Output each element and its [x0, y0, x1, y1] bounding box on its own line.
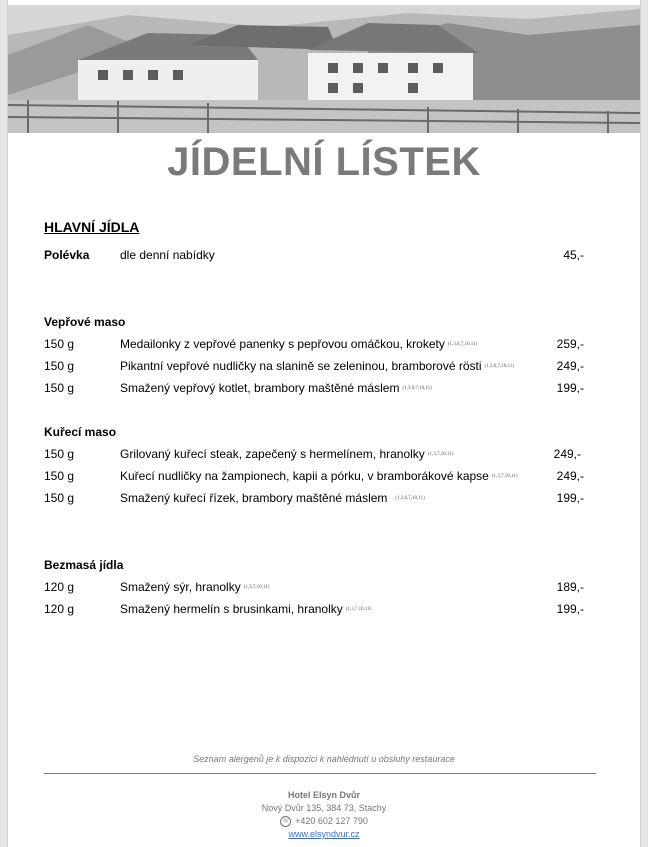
hotel-name: Hotel Elsyn Dvůr — [287, 790, 361, 800]
allergen-codes: (1,3,7,10,11) — [491, 473, 518, 479]
menu-page — [7, 0, 641, 847]
item-price: 199,- — [556, 491, 584, 505]
item-description: Grilovaný kuřecí steak, zapečený s hermelínem, hranolky (1,3,7,10,11) — [120, 447, 454, 461]
item-description: Kuřecí nudličky na žampionech, kapii a pórku, v bramborákové kapse (1,3,7,10,11) — [120, 469, 518, 483]
item-quantity: 150 g — [44, 359, 75, 373]
allergen-codes: (1,3,6,7,10,11) — [395, 495, 425, 501]
website-link[interactable]: www.elsyndvur.cz — [288, 829, 360, 839]
menu-item-row — [44, 467, 584, 485]
item-description: Smažený vepřový kotlet, brambory maštěné máslem (1,3,6,7,10,11) — [120, 381, 432, 395]
item-quantity: 150 g — [44, 491, 75, 505]
menu-title: JÍDELNÍ LÍSTEK — [167, 140, 481, 184]
menu-item-row — [44, 379, 584, 397]
category-heading: Vepřové maso — [44, 315, 126, 329]
item-price: 249,- — [556, 469, 584, 483]
soup-desc: dle denní nabídky — [120, 248, 215, 262]
menu-item-row — [44, 335, 584, 353]
item-quantity: 150 g — [44, 469, 75, 483]
item-price: 189,- — [556, 580, 584, 594]
item-quantity: 150 g — [44, 447, 75, 461]
allergen-codes: (1,3,7,10,11) — [243, 584, 270, 590]
allergen-codes: (1,3,6,7,10,11) — [484, 363, 514, 369]
hotel-address: Nový Dvůr 135, 384 73, Stachy — [261, 803, 387, 813]
soup-name: Polévka — [44, 248, 90, 262]
phone-line — [8, 815, 640, 828]
section-heading: HLAVNÍ JÍDLA — [44, 219, 140, 235]
menu-item-row — [44, 357, 584, 375]
phone-icon: ☏ — [280, 816, 291, 827]
item-quantity: 150 g — [44, 381, 75, 395]
item-price: 259,- — [556, 337, 584, 351]
item-quantity: 150 g — [44, 337, 75, 351]
item-description: Pikantní vepřové nudličky na slanině se zeleninou, bramborové rösti (1,3,6,7,10,11) — [120, 359, 514, 373]
phone-number: +420 602 127 790 — [295, 816, 368, 826]
allergen-note: Seznam alergenů je k dispozici k nahlédnutí u obsluhy restaurace — [193, 754, 455, 764]
item-price: 199,- — [556, 602, 584, 616]
category-heading: Kuřecí maso — [44, 425, 117, 439]
allergen-codes: (1,3,6,7,10,11) — [402, 385, 432, 391]
item-price: 249,- — [553, 447, 581, 461]
item-description: Smažený hermelín s brusinkami, hranolky (1,3,7,10,11) — [120, 602, 372, 616]
soup-price: 45,- — [563, 248, 584, 262]
item-quantity: 120 g — [44, 580, 75, 594]
menu-item-row — [44, 489, 584, 507]
allergen-codes: (1,3,6,7,10,11) — [447, 341, 478, 347]
category-heading: Bezmasá jídla — [44, 558, 124, 572]
item-description: Smažený kuřecí řízek, brambory maštěné máslem (1,3,6,7,10,11) — [120, 491, 425, 505]
allergen-codes: (1,3,7,10,11) — [427, 451, 454, 457]
allergen-codes: (1,3,7,10,11) — [345, 606, 372, 612]
item-price: 199,- — [556, 381, 584, 395]
item-description: Medailonky z vepřové panenky s pepřovou omáčkou, krokety (1,3,6,7,10,11) — [120, 337, 478, 351]
item-description: Smažený sýr, hranolky (1,3,7,10,11) — [120, 580, 270, 594]
hotel-banner-image — [8, 5, 640, 133]
item-price: 249,- — [556, 359, 584, 373]
soup-row — [44, 246, 584, 264]
footer — [8, 789, 640, 841]
menu-item-row — [44, 445, 584, 463]
menu-item-row — [44, 578, 584, 596]
item-quantity: 120 g — [44, 602, 75, 616]
footer-divider — [44, 773, 596, 774]
menu-item-row — [44, 600, 584, 618]
